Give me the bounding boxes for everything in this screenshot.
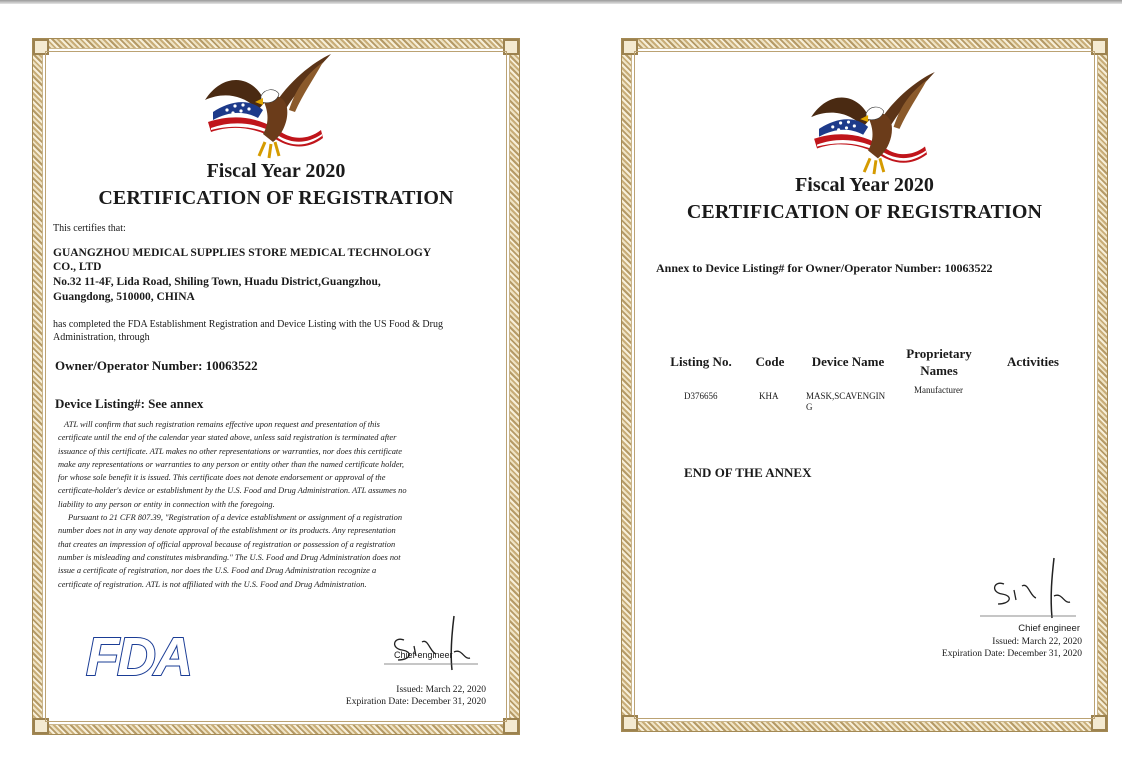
disclaimer-line: number does not in any way denote approval of the establishment or its products. Any representation xyxy=(58,526,396,536)
eagle-flag-emblem xyxy=(203,52,333,160)
company-name-line1: GUANGZHOU MEDICAL SUPPLIES STORE MEDICAL TECHNOLOGY xyxy=(53,247,432,259)
company-address-line2: Guangdong, 510000, CHINA xyxy=(53,291,195,303)
cell-proprietary: Manufacturer xyxy=(914,385,963,395)
frame-corner xyxy=(622,39,638,55)
chief-engineer-label: Chief engineer xyxy=(394,650,453,660)
disclaimer-line: certificate until the end of the calendar year stated above, unless said registration is terminated after xyxy=(58,433,397,443)
certifies-label: This certifies that: xyxy=(53,223,126,234)
completed-text-line2: Administration, through xyxy=(53,332,150,343)
table-header-listing-no: Listing No. xyxy=(670,354,732,369)
disclaimer-line: number is misleading and constitutes misbranding." The U.S. Food and Drug Administration does not xyxy=(58,552,401,562)
eagle-flag-emblem xyxy=(808,70,938,176)
expiration-date: Expiration Date: December 31, 2020 xyxy=(345,697,486,707)
frame-corner xyxy=(1091,715,1107,731)
top-edge-shadow xyxy=(0,0,1122,4)
owner-operator-number: Owner/Operator Number: 10063522 xyxy=(55,358,258,373)
disclaimer-line: ATL will confirm that such registration remains effective upon request and presentation of this xyxy=(64,420,380,429)
disclaimer-line: certificate of registration. ATL is not affiliated with the U.S. Food and Drug Administration. xyxy=(58,579,367,589)
fda-logo: FDA xyxy=(86,627,191,687)
frame-corner xyxy=(33,718,49,734)
frame-corner xyxy=(503,718,519,734)
device-listing: Device Listing#: See annex xyxy=(55,396,204,411)
disclaimer-line: issuance of this certificate. ATL makes no other representations or warranties, nor does this certificate xyxy=(58,446,402,456)
disclaimer-line: for whose sole benefit it is issued. This certificate does not denote endorsement or approval of the xyxy=(58,473,386,483)
certificate-title: CERTIFICATION OF REGISTRATION xyxy=(98,187,454,209)
disclaimer-line: Pursuant to 21 CFR 807.39, "Registration of a device establishment or assignment of a registration xyxy=(68,513,403,523)
disclaimer-line: liability to any person or entity in connection with the foregoing. xyxy=(58,499,275,509)
fiscal-year-title: Fiscal Year 2020 xyxy=(206,160,346,182)
frame-corner xyxy=(622,715,638,731)
annex-heading: Annex to Device Listing# for Owner/Operator Number: 10063522 xyxy=(656,261,993,275)
expiration-date: Expiration Date: December 31, 2020 xyxy=(941,649,1082,659)
cell-code: KHA xyxy=(759,391,779,401)
disclaimer-line: make any representations or warranties to any person or entity other than the named certificate holder, xyxy=(58,459,404,469)
signature xyxy=(978,556,1078,620)
completed-text-line1: has completed the FDA Establishment Registration and Device Listing with the US Food & Drug xyxy=(53,319,443,330)
cell-listing-no: D376656 xyxy=(684,391,718,401)
frame-corner xyxy=(1091,39,1107,55)
certificate-title: CERTIFICATION OF REGISTRATION xyxy=(686,201,1043,223)
table-header-activities: Activities xyxy=(1007,354,1059,369)
cell-device-name-line2: G xyxy=(806,402,813,412)
disclaimer-line: certificate-holder's device or establishment by the U.S. Food and Drug Administration. ATL assumes no xyxy=(58,486,407,496)
table-header-proprietary: Proprietary xyxy=(906,346,972,361)
issued-date: Issued: March 22, 2020 xyxy=(992,637,1082,647)
disclaimer-line: issue a certificate of registration, nor does the U.S. Food and Drug Administration recognize a xyxy=(58,566,377,576)
issued-date: Issued: March 22, 2020 xyxy=(396,685,486,695)
company-address-line1: No.32 11-4F, Lida Road, Shiling Town, Huadu District,Guangzhou, xyxy=(53,276,381,288)
disclaimer-line: that creates an impression of official approval because of registration or possession of a registration xyxy=(58,539,396,549)
cell-device-name-line1: MASK,SCAVENGIN xyxy=(806,391,886,401)
signature xyxy=(380,612,480,672)
company-name-line2: CO., LTD xyxy=(53,261,102,273)
fiscal-year-title: Fiscal Year 2020 xyxy=(795,174,934,196)
table-header-code: Code xyxy=(755,354,785,369)
table-header-names: Names xyxy=(920,363,958,378)
end-of-annex: END OF THE ANNEX xyxy=(684,465,812,480)
chief-engineer-label: Chief engineer xyxy=(1018,623,1080,634)
frame-corner xyxy=(503,39,519,55)
disclaimer-paragraph xyxy=(58,418,498,591)
table-header-device-name: Device Name xyxy=(811,354,885,369)
frame-corner xyxy=(33,39,49,55)
